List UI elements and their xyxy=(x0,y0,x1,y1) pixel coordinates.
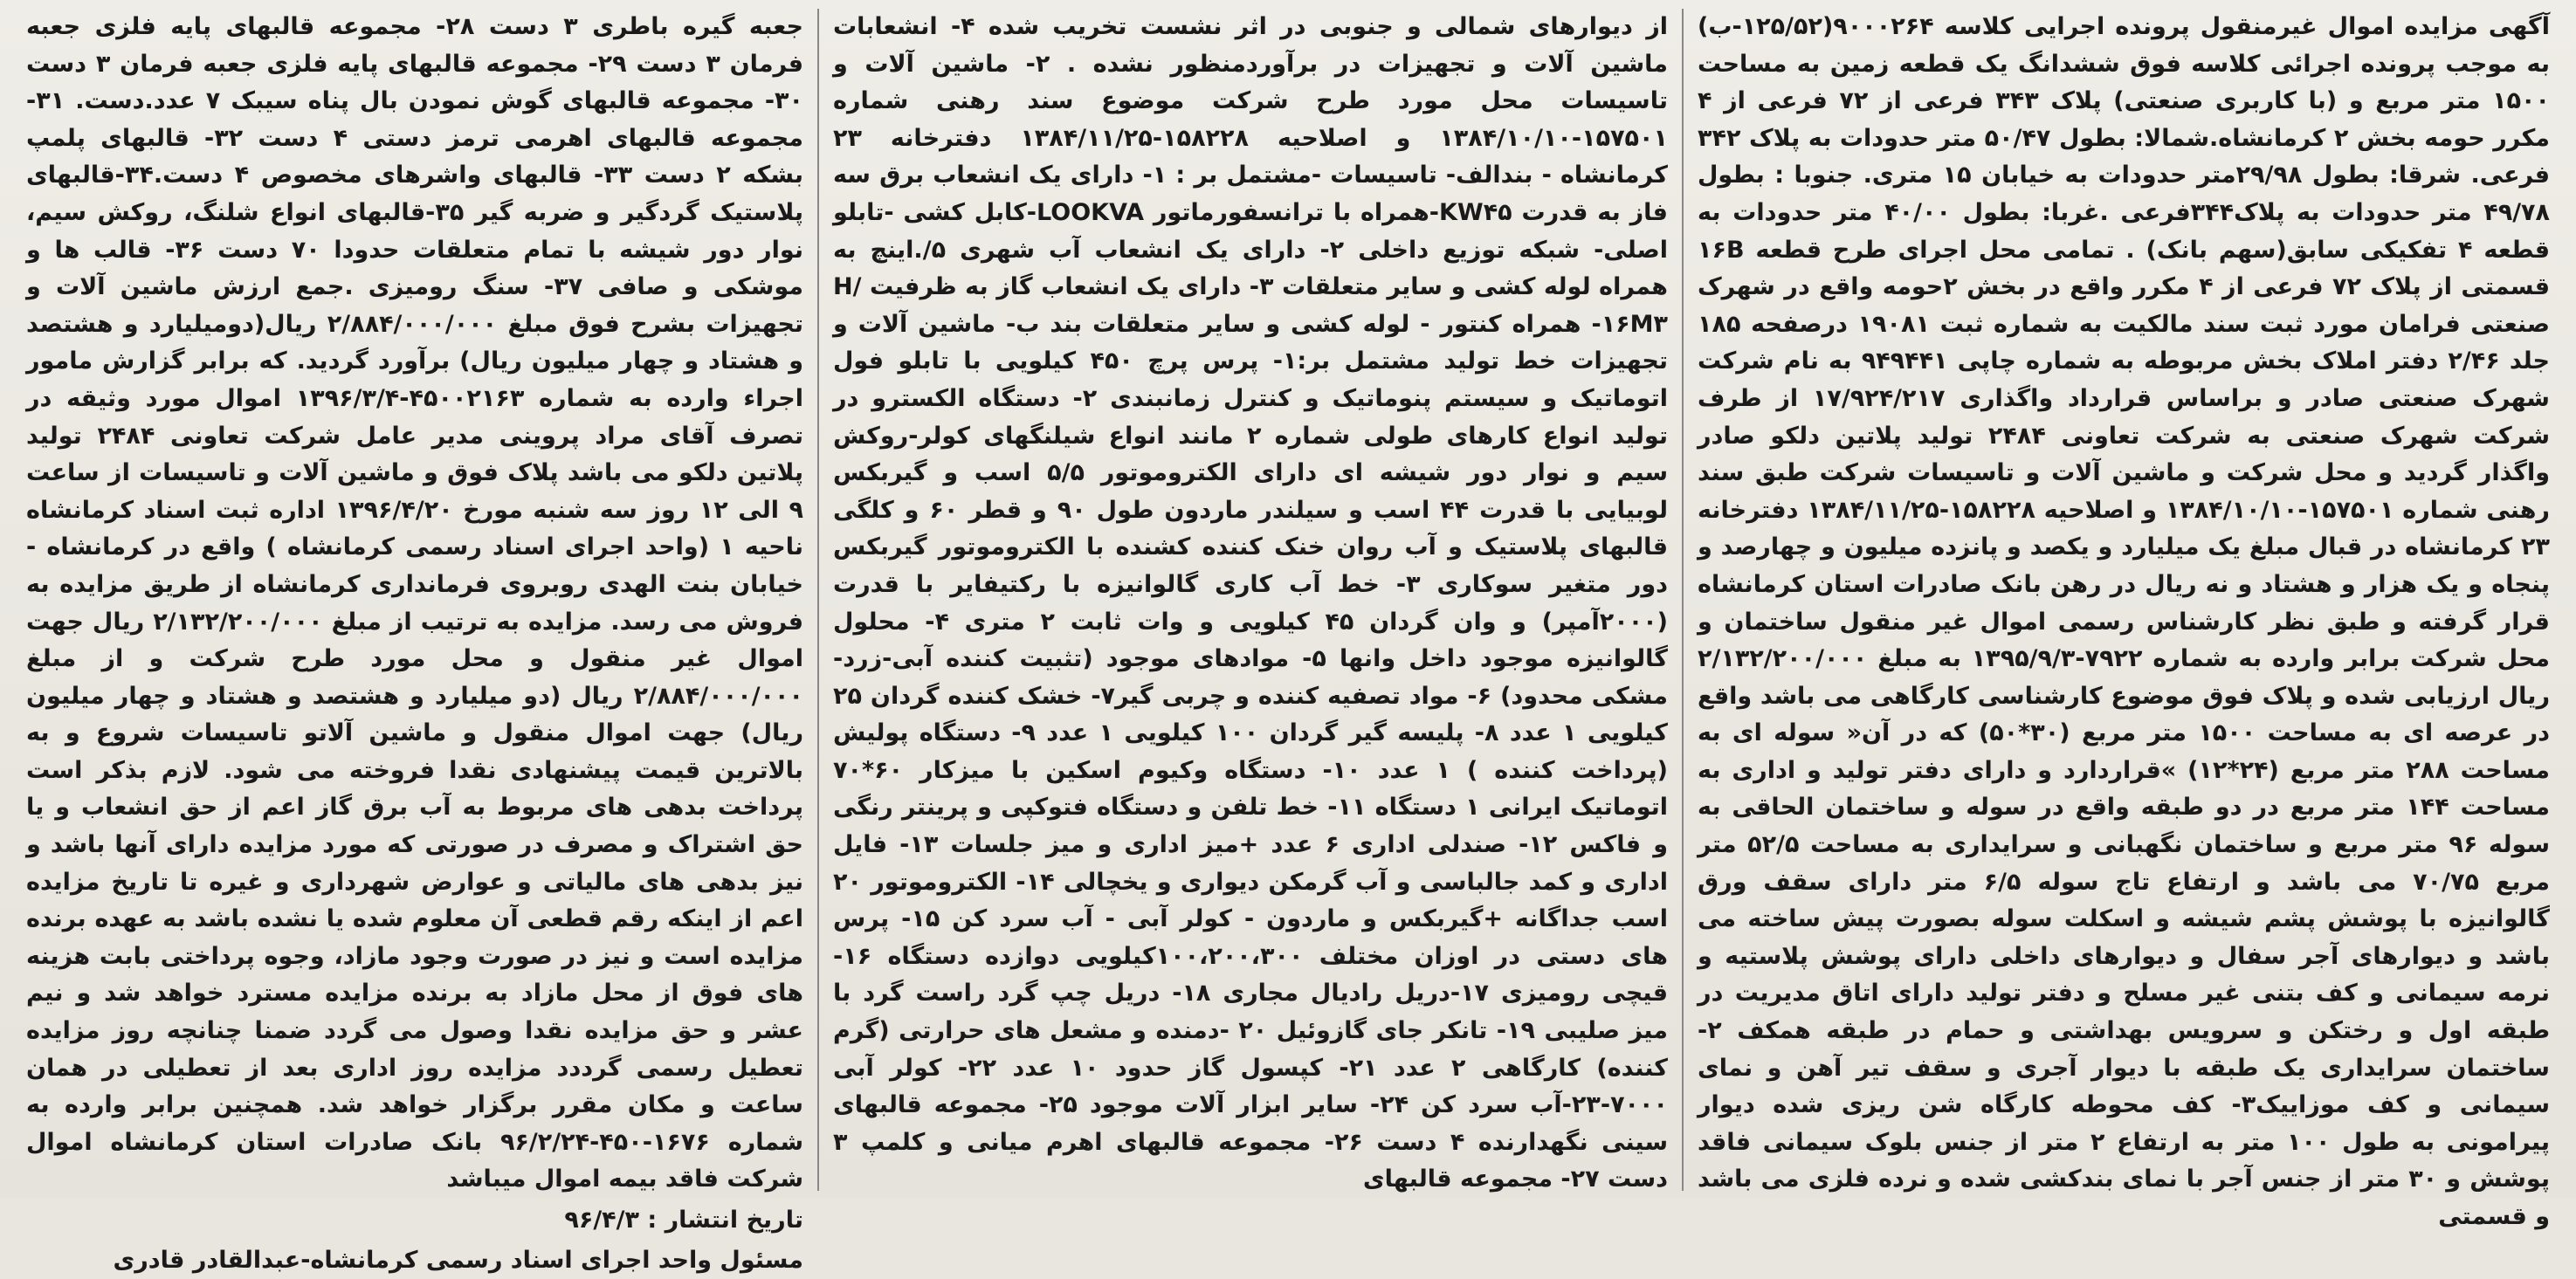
notice-column-middle xyxy=(817,9,1682,1191)
notice-text-middle: از دیوارهای شمالی و جنوبی در اثر نشست تخریب شده ۴- انشعابات ماشین آلات و تجهیزات در برآوردمنظور نشده . ۲- ماشین آلات و تاسیسات محل مورد طرح شرکت موضوع سند رهنی شماره ۱۵۷۵۰۱-۱۳۸۴/۱۰/۱۰ و اصلاحیه ۱۵۸۲۲۸-۱۳۸۴/۱۱/۲۵ دفترخانه ۲۳ کرمانشاه - بندالف- تاسیسات -مشتمل بر : ۱- دارای یک انشعاب برق سه فاز به قدرت KW۴۵-همراه با ترانسفورماتور LOOKVA-کابل کشی -تابلو اصلی- شبکه توزیع داخلی ۲- دارای یک انشعاب آب شهری ۵/.اینچ به همراه لوله کشی و سایر متعلقات ۳- دارای یک انشعاب گاز به ظرفیت H/۱۶M۳- همراه کنتور - لوله کشی و سایر متعلقات بند ب- ماشین آلات و تجهیزات خط تولید مشتمل بر:۱- پرس پرچ ۴۵۰ کیلویی با تابلو فول اتوماتیک و سیستم پنوماتیک و کنترل زمانبندی ۲- دستگاه الکسترو در تولید انواع کارهای طولی شماره ۲ مانند انواع شیلنگهای کولر-روکش سیم و نوار دور شیشه ای دارای الکتروموتور ۵/۵ اسب و گیربکس لوبیایی با قدرت ۴۴ اسب و سیلندر ماردون طول ۹۰ و قطر ۶۰ و کلگی قالبهای پلاستیک و آب روان خنک کننده کشنده با الکتروموتور گیربکس دور متغیر سوکاری ۳- خط آب کاری گالوانیزه با رکتیفایر با قدرت (۲۰۰۰آمپر) و وان گردان ۴۵ کیلویی و وات ثابت ۲ متری ۴- محلول گالوانیزه موجود داخل وانها ۵- موادهای موجود (تثبیت کننده آبی-زرد- مشکی محدود) ۶- مواد تصفیه کننده و چربی گیر۷- خشک کننده گردان ۲۵ کیلویی ۱ عدد ۸- پلیسه گیر گردان ۱۰۰ کیلویی ۱ عدد ۹- دستگاه پولیش (پرداخت کننده ) ۱ عدد ۱۰- دستگاه وکیوم اسکین با میزکار ۶۰*۷۰ اتوماتیک ایرانی ۱ دستگاه ۱۱- خط تلفن و دستگاه فتوکپی و پرینتر رنگی و فاکس ۱۲- صندلی اداری ۶ عدد +میز اداری و میز جلسات ۱۳- فایل اداری و کمد جالباسی و آب گرمکن دیواری و یخچالی ۱۴- الکتروموتور ۲۰ اسب جداگانه +گیربکس و ماردون - کولر آبی - آب سرد کن ۱۵- پرس های دستی در اوزان مختلف ۱۰۰،۲۰۰،۳۰۰کیلویی دوازده دستگاه ۱۶- قیچی رومیزی ۱۷-دریل رادیال مجاری ۱۸- دریل چپ گرد راست گرد با میز صلیبی ۱۹- تانکر جای گازوئیل ۲۰ -دمنده و مشعل های حرارتی (گرم کننده) کارگاهی ۲ عدد ۲۱- کپسول گاز حدود ۱۰ عدد ۲۲- کولر آبی ۷۰۰۰-۲۳-آب سرد کن ۲۴- سایر ابزار آلات موجود ۲۵- مجموعه قالبهای سینی نگهدارنده ۴ دست ۲۶- مجموعه قالبهای اهرم میانی و کلمپ ۳ دست ۲۷- مجموعه قالبهای xyxy=(833,13,1669,1193)
notice-text-right: آگهی مزایده اموال غیرمنقول پرونده اجرایی کلاسه ۹۰۰۰۲۶۴(۱۲۵/۵۲-ب) به موجب پرونده اجرائی کلاسه فوق ششدانگ یک قطعه زمین به مساحت ۱۵۰۰ متر مربع و (با کاربری صنعتی) پلاک ۳۴۳ فرعی از ۷۲ فرعی از ۴ مکرر حومه بخش ۲ کرمانشاه.شمالا: بطول ۵۰/۴۷ متر حدودات به پلاک ۳۴۲ فرعی. شرقا: بطول ۲۹/۹۸متر حدودات به خیابان ۱۵ متری. جنوبا : بطول ۴۹/۷۸ متر حدودات به پلاک۳۴۴فرعی .غربا: بطول ۴۰/۰۰ متر حدودات به قطعه ۴ تفکیکی سابق(سهم بانک) . تمامی محل اجرای طرح قطعه ۱۶B قسمتی از پلاک ۷۲ فرعی از ۴ مکرر واقع در بخش ۲حومه واقع در شهرک صنعتی فرامان مورد ثبت سند مالکیت به شماره ثبت ۱۹۰۸۱ درصفحه ۱۸۵ جلد ۲/۴۶ دفتر املاک بخش مربوطه به شماره چاپی ۹۴۹۴۴۱ به نام شرکت شهرک صنعتی صادر و براساس قرارداد واگذاری ۱۷/۹۲۴/۲۱۷ از طرف شرکت شهرک صنعتی به شرکت تعاونی ۲۴۸۴ تولید پلاتین دلکو صادر واگذار گردید و محل شرکت و ماشین آلات و تاسیسات شرکت طبق سند رهنی شماره ۱۵۷۵۰۱-۱۳۸۴/۱۰/۱۰ و اصلاحیه ۱۵۸۲۲۸-۱۳۸۴/۱۱/۲۵ دفترخانه ۲۳ کرمانشاه در قبال مبلغ یک میلیارد و یکصد و پانزده میلیون و چهارصد و پنجاه و یک هزار و هشتاد و نه ریال در رهن بانک صادرات استان کرمانشاه قرار گرفته و طبق نظر کارشناس رسمی اموال غیر منقول ساختمان و محل شرکت برابر وارده به شماره ۷۹۲۲-۱۳۹۵/۹/۳ به مبلغ ۲/۱۳۲/۲۰۰/۰۰۰ ریال ارزیابی شده و پلاک فوق موضوع کارشناسی کارگاهی می باشد واقع در عرصه ای به مساحت ۱۵۰۰ متر مربع (۳۰*۵۰) که در آن« سوله ای به مساحت ۲۸۸ متر مربع (۲۴*۱۲) »قراردارد و دارای دفتر تولید و اداری به مساحت ۱۴۴ متر مربع در دو طبقه واقع در سوله و ساختمان الحاقی به سوله ۹۶ متر مربع و ساختمان نگهبانی و سرایداری به مساحت ۵۲/۵ متر مربع ۷۰/۷۵ می باشد و ارتفاع تاج سوله ۶/۵ متر دارای سقف ورق گالوانیزه با پوشش پشم شیشه و اسکلت سوله بصورت پیش ساخته می باشد و دیوارهای آجر سفال و دیوارهای داخلی دارای پوشش پلاستیه و نرمه سیمانی و کف بتنی غیر مسلح و دفتر تولید دارای اتاق مدیریت در طبقه اول و رختکن و سرویس بهداشتی و حمام در طبقه همکف ۲- ساختمان سرایداری یک طبقه با دیوار آجری و سقف تیر آهن و نمای سیمانی و کف موزاییک۳- کف محوطه کارگاه شن ریزی شده دیوار پیرامونی به طول ۱۰۰ متر به ارتفاع ۲ متر از جنس بلوک سیمانی فاقد پوشش و ۳۰ متر از جنس آجر با نمای بندکشی شده و نرده فلزی می باشد و قسمتی xyxy=(1698,13,2551,1230)
publish-date: تاریخ انتشار : ۹۶/۴/۳ xyxy=(564,1207,803,1234)
signature-line: مسئول واحد اجرای اسناد رسمی کرمانشاه-عبدالقادر قادری xyxy=(113,1247,803,1274)
notice-column-left xyxy=(12,9,817,1274)
notice-text-left: جعبه گیره باطری ۳ دست ۲۸- مجموعه قالبهای پایه فلزی جعبه فرمان ۳ دست ۲۹- مجموعه قالبهای پایه فلزی جعبه فرمان ۳ دست ۳۰- مجموعه قالبهای گوش نمودن بال پناه سیبک ۷ عدد.دست. ۳۱- مجموعه قالبهای اهرمی ترمز دستی ۴ دست ۳۲- قالبهای پلمپ بشکه ۲ دست ۳۳- قالبهای واشرهای مخصوص ۴ دست.۳۴-قالبهای پلاستیک گردگیر و ضربه گیر ۳۵-قالبهای انواع شلنگ، روکش سیم، نوار دور شیشه با تمام متعلقات حدودا ۷۰ دست ۳۶- قالب ها و موشکی و صافی ۳۷- سنگ رومیزی .جمع ارزش ماشین آلات و تجهیزات بشرح فوق مبلغ ۲/۸۸۴/۰۰۰/۰۰۰ ریال(دومیلیارد و هشتصد و هشتاد و چهار میلیون ریال) برآورد گردید. که برابر گزارش مامور اجراء وارده به شماره ۴۵۰۰۲۱۶۳-۱۳۹۶/۳/۴ اموال مورد وثیقه در تصرف آقای مراد پروینی مدیر عامل شرکت تعاونی ۲۴۸۴ تولید پلاتین دلکو می باشد پلاک فوق و ماشین آلات و تاسیسات از ساعت ۹ الی ۱۲ روز سه شنبه مورخ ۱۳۹۶/۴/۲۰ اداره ثبت اسناد کرمانشاه ناحیه ۱ (واحد اجرای اسناد رسمی کرمانشاه ) واقع در کرمانشاه - خیابان بنت الهدی روبروی فرمانداری کرمانشاه از طریق مزایده به فروش می رسد. مزایده به ترتیب از مبلغ ۲/۱۳۲/۲۰۰/۰۰۰ ریال جهت اموال غیر منقول و محل مورد طرح شرکت و از مبلغ ۲/۸۸۴/۰۰۰/۰۰۰ ریال (دو میلیارد و هشتصد و هشتاد و چهار میلیون ریال) جهت اموال منقول و ماشین آلاتو تاسیسات شروع و به بالاترین قیمت پیشنهادی نقدا فروخته می شود. لازم بذکر است پرداخت بدهی های مربوط به آب برق گاز اعم از حق انشعاب و یا حق اشتراک و مصرف در صورتی که مورد مزایده دارای آنها باشد و نیز بدهی های مالیاتی و عوارض شهرداری و غیره تا تاریخ مزایده اعم از اینکه رقم قطعی آن معلوم شده یا نشده باشد به عهده برنده مزایده است و نیز در صورت وجود مازاد، وجوه پرداختی بابت هزینه های فوق از محل مازاد به برنده مزایده مسترد خواهد شد و نیم عشر و حق مزایده نقدا وصول می گردد ضمنا چنانچه روز مزایده تعطیل رسمی گرددد مزایده روز اداری بعد از تعطیلی در همان ساعت و مکان مقرر برگزار خواهد شد. همچنین برابر وارده به شماره ۱۶۷۶-۴۵۰-۹۶/۲/۲۴ بانک صادرات استان کرمانشاه اموال شرکت فاقد بیمه اموال میباشد xyxy=(26,13,804,1193)
notice-column-right xyxy=(1682,9,2564,1230)
